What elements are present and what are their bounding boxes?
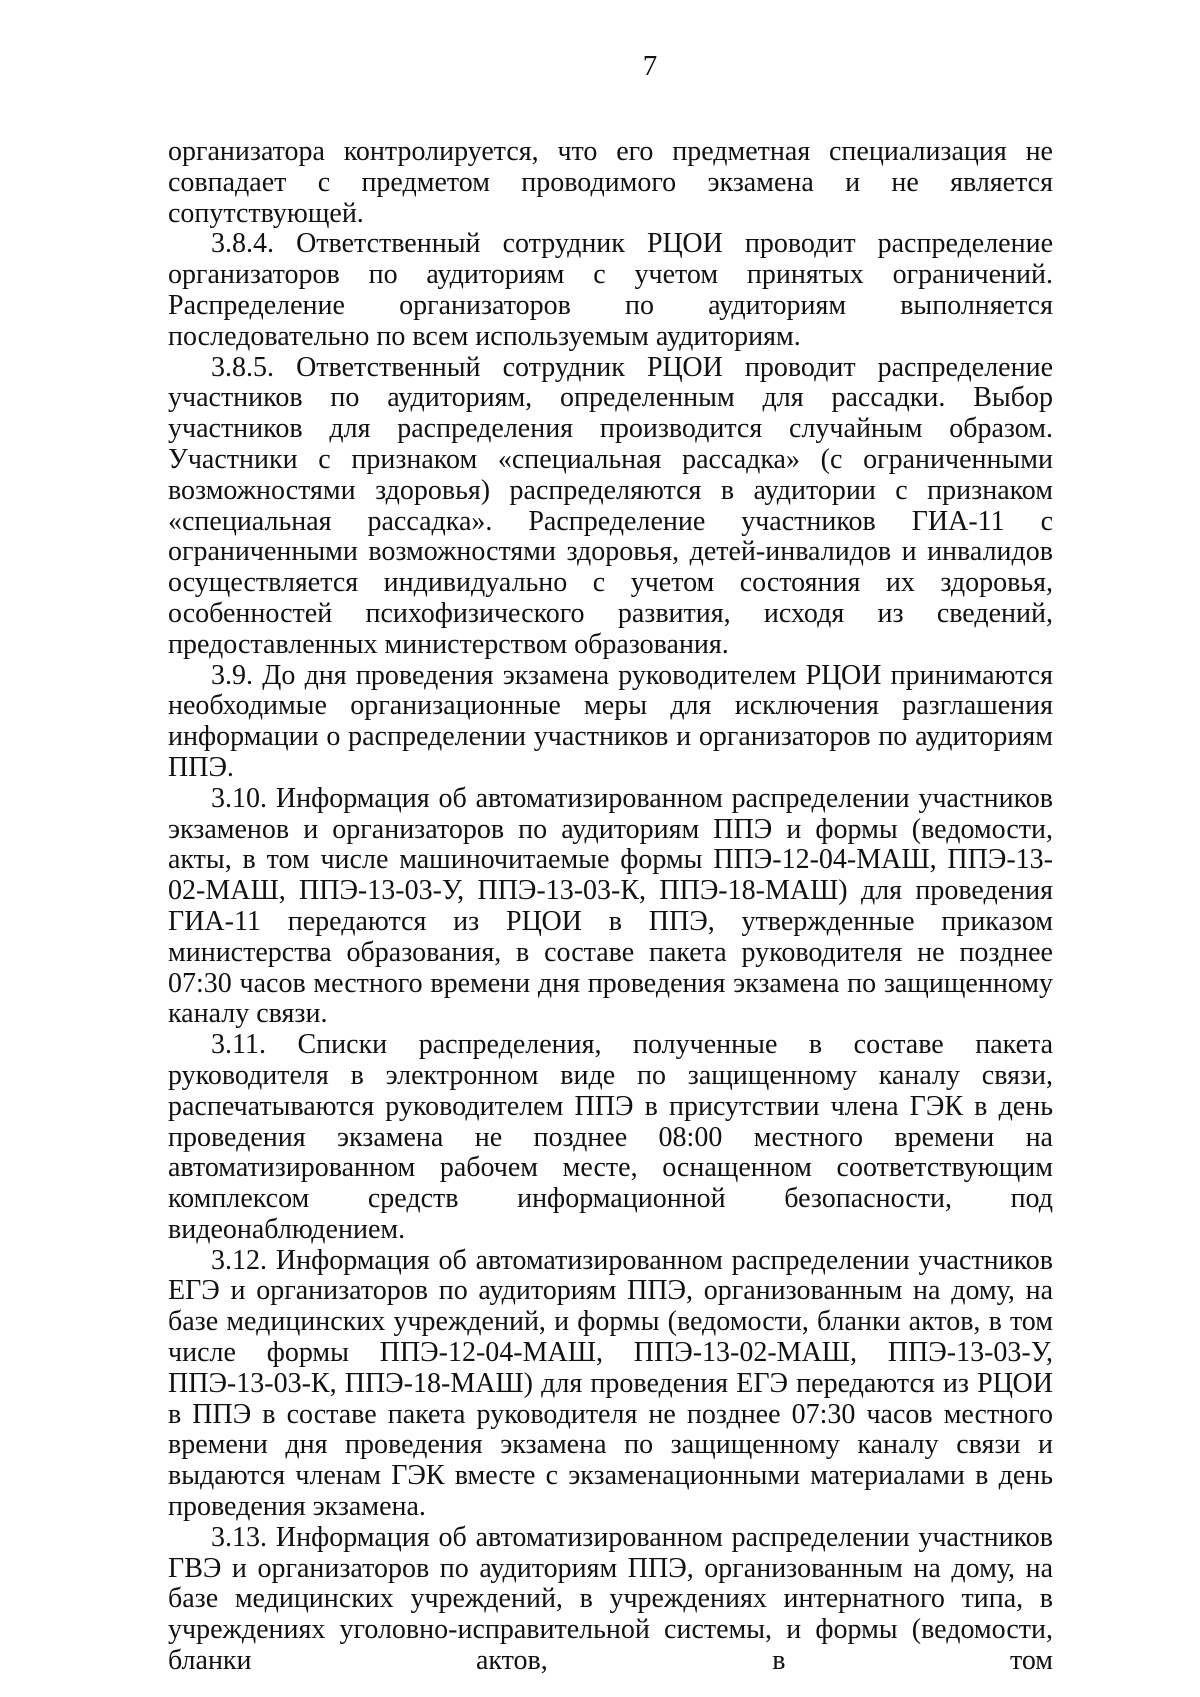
- paragraph-3-11: 3.11. Списки распределения, полученные в составе пакета руководителя в электронном виде по защищенному каналу связи, распечатываются руководителем ППЭ в присутствии члена ГЭК в день проведения экзамена не позднее 08:00 местного времени на автоматизированном рабочем месте, оснащенном соответствующим комплексом средств информационной безопасности, под видеонаблюдением.: [168, 1029, 1053, 1245]
- paragraph-3-8-4: 3.8.4. Ответственный сотрудник РЦОИ проводит распределение организаторов по аудиториям с учетом принятых ограничений. Распределение организаторов по аудиториям выполняется последовательно по всем используемым аудиториям.: [168, 228, 1053, 352]
- paragraph-3-8-5: 3.8.5. Ответственный сотрудник РЦОИ проводит распределение участников по аудиториям, определенным для рассадки. Выбор участников для распределения производится случайным образом. Участники с признаком «специальная рассадка» (с ограниченными возможностями здоровья) распределяются в аудитории с признаком «специальная рассадка». Распределение участников ГИА-11 с ограниченными возможностями здоровья, детей-инвалидов и инвалидов осуществляется индивидуально с учетом состояния их здоровья, особенностей психофизического развития, исходя из сведений, предоставленных министерством образования.: [168, 351, 1053, 660]
- paragraph-continuation: организатора контролируется, что его предметная специализация не совпадает с предметом проводимого экзамена и не является сопутствующей.: [168, 136, 1053, 229]
- paragraph-3-12: 3.12. Информация об автоматизированном распределении участников ЕГЭ и организаторов по аудиториям ППЭ, организованным на дому, на базе медицинских учреждений, и формы (ведомости, бланки актов, в том числе формы ППЭ-12-04-МАШ, ППЭ-13-02-МАШ, ППЭ-13-03-У, ППЭ-13-03-К, ППЭ-18-МАШ) для проведения ЕГЭ передаются из РЦОИ в ППЭ в составе пакета руководителя не позднее 07:30 часов местного времени дня проведения экзамена по защищенному каналу связи и выдаются членам ГЭК вместе с экзаменационными материалами в день проведения экзамена.: [168, 1244, 1053, 1523]
- paragraph-3-9: 3.9. До дня проведения экзамена руководителем РЦОИ принимаются необходимые организационные меры для исключения разглашения информации о распределении участников и организаторов по аудиториям ППЭ.: [168, 659, 1053, 783]
- document-body: [168, 137, 1053, 1677]
- paragraph-3-10: 3.10. Информация об автоматизированном распределении участников экзаменов и организаторов по аудиториям ППЭ и формы (ведомости, акты, в том числе машиночитаемые формы ППЭ-12-04-МАШ, ППЭ-13-02-МАШ, ППЭ-13-03-У, ППЭ-13-03-К, ППЭ-18-МАШ) для проведения ГИА-11 передаются из РЦОИ в ППЭ, утвержденные приказом министерства образования, в составе пакета руководителя не позднее 07:30 часов местного времени дня проведения экзамена по защищенному каналу связи.: [168, 782, 1053, 1030]
- page-number: 7: [642, 50, 658, 82]
- paragraph-3-13: 3.13. Информация об автоматизированном распределении участников ГВЭ и организаторов по аудиториям ППЭ, организованным на дому, на базе медицинских учреждений, в учреждениях интернатного типа, в учреждениях уголовно-исправительной системы, и формы (ведомости, бланки актов, в том: [168, 1521, 1053, 1677]
